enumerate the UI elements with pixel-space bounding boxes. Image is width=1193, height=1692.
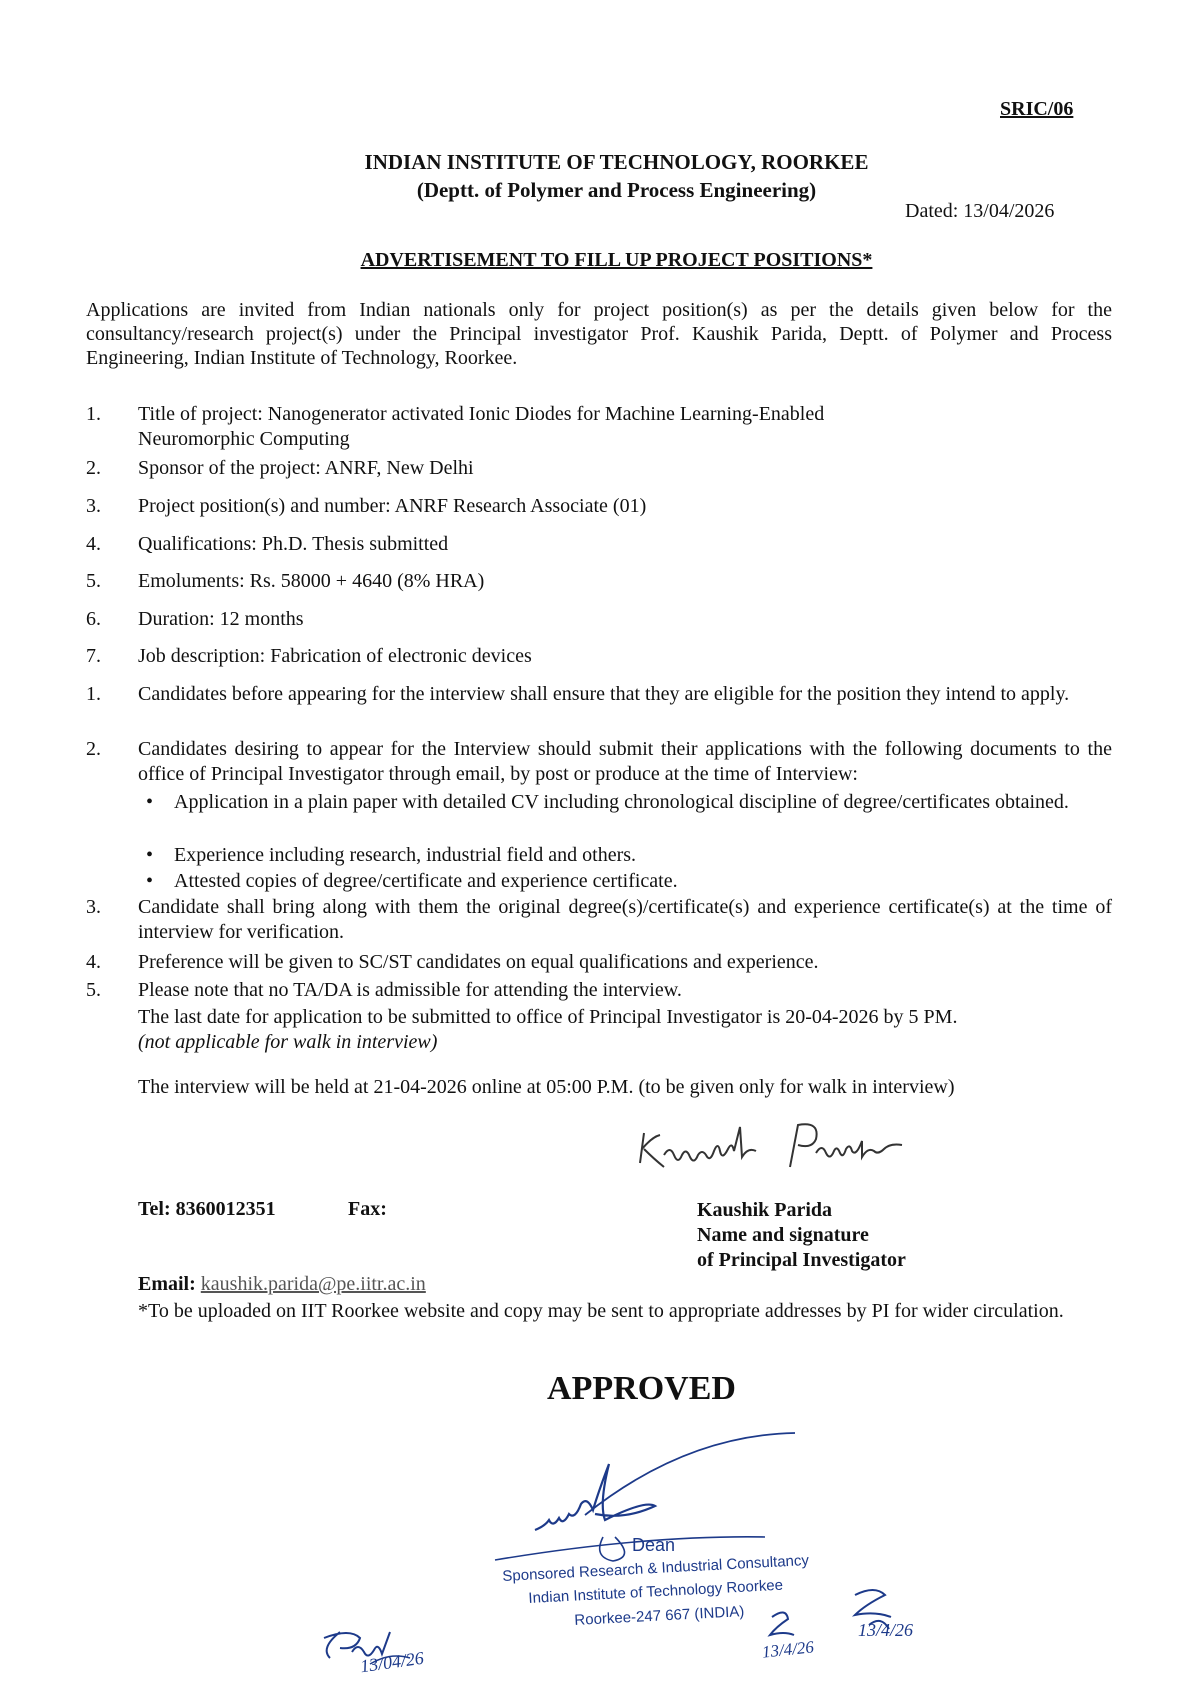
pi-name: Kaushik Parida (697, 1199, 833, 1221)
detail-text: Project position(s) and number: ANRF Research Associate (01) (138, 495, 647, 517)
intro-paragraph: Applications are invited from Indian nationals only for project position(s) as per the details given below for the consultancy/research project(s) under the Principal investigator Prof. Kaushik Parida, Deptt. of Polymer and Process Engineering, Indian Institute of Technology, Roorkee. (86, 299, 1112, 369)
instruction-text: Candidates before appearing for the interview shall ensure that they are eligible for the position they intend to apply. (138, 683, 1070, 705)
document-bullet: • Attested copies of degree/certificate and experience certificate. (146, 870, 678, 892)
stamp-line: Roorkee-247 667 (INDIA) (574, 1603, 745, 1629)
reference-code: SRIC/06 (1000, 98, 1074, 120)
date-line: Dated: 13/04/2026 (905, 200, 1055, 222)
stamp-line: Sponsored Research & Industrial Consultancy (502, 1551, 810, 1585)
pi-block (697, 1198, 906, 1273)
detail-text: Duration: 12 months (138, 608, 304, 630)
detail-item: 3. Project position(s) and number: ANRF Research Associate (01) (86, 494, 1112, 519)
instruction-item: 5. Please note that no TA/DA is admissible for attending the interview. (86, 978, 1112, 1003)
email-line: Email: kaushik.parida@pe.iitr.ac.in (138, 1273, 426, 1295)
interview-line: The interview will be held at 21-04-2026 online at 05:00 P.M. (to be given only for walk in interview) (138, 1076, 955, 1098)
institute-name: INDIAN INSTITUTE OF TECHNOLOGY, ROORKEE (364, 150, 869, 174)
fax-line: Fax: (348, 1198, 387, 1220)
handwritten-date: 13/4/26 (858, 1620, 914, 1640)
approved-stamp: APPROVED (547, 1370, 736, 1407)
instruction-text: Candidate shall bring along with them the original degree(s)/certificate(s) and experience certificate(s) at the time of interview for verification. (138, 896, 1112, 943)
last-date-note: (not applicable for walk in interview) (138, 1031, 438, 1053)
instruction-item: 1. Candidates before appearing for the interview shall ensure that they are eligible for the position they intend to apply. (86, 682, 1112, 732)
handwritten-date: 13/4/26 (761, 1637, 815, 1662)
detail-text: Qualifications: Ph.D. Thesis submitted (138, 533, 449, 555)
detail-text-cont: Neuromorphic Computing (138, 428, 350, 450)
letterhead (0, 148, 1193, 204)
instruction-item: 4. Preference will be given to SC/ST candidates on equal qualifications and experience. (86, 950, 1112, 975)
pi-role-line: of Principal Investigator (697, 1249, 906, 1271)
instruction-text: Please note that no TA/DA is admissible for attending the interview. (138, 979, 682, 1001)
detail-item: 2. Sponsor of the project: ANRF, New Delhi (86, 456, 1112, 481)
detail-text: Job description: Fabrication of electronic devices (138, 645, 532, 667)
handwritten-date: 13/04/26 (358, 1647, 426, 1677)
detail-item: 1. Title of project: Nanogenerator activated Ionic Diodes for Machine Learning-Enabled Neuromorphic Computing (86, 403, 825, 450)
advertisement-title: ADVERTISEMENT TO FILL UP PROJECT POSITIONS* (360, 249, 873, 271)
detail-item: 7. Job description: Fabrication of electronic devices (86, 644, 1112, 669)
tel-line: Tel: 8360012351 (138, 1198, 276, 1220)
stamp-dean: Dean (632, 1535, 676, 1555)
detail-text: Title of project: Nanogenerator activated Ionic Diodes for Machine Learning-Enabled (138, 403, 825, 425)
document-bullet: • Experience including research, industrial field and others. (146, 844, 637, 866)
instruction-item: 2. Candidates desiring to appear for the Interview should submit their applications with the following documents to the office of Principal Investigator through email, by post or produce at the time of Interview: (86, 738, 1112, 785)
detail-text: Emoluments: Rs. 58000 + 4640 (8% HRA) (138, 570, 485, 592)
stamp-line: Indian Institute of Technology Roorkee (528, 1576, 784, 1607)
email-link[interactable]: kaushik.parida@pe.iitr.ac.in (200, 1273, 426, 1295)
pi-signature-image (630, 1115, 920, 1185)
document-bullet: • Application in a plain paper with detailed CV including chronological discipline of degree/certificates obtained. (146, 791, 1069, 813)
department-name: (Deptt. of Polymer and Process Engineering) (416, 178, 817, 202)
instruction-text: Preference will be given to SC/ST candidates on equal qualifications and experience. (138, 951, 819, 973)
detail-item: 4. Qualifications: Ph.D. Thesis submitted (86, 532, 1112, 557)
last-date-line: The last date for application to be submitted to office of Principal Investigator is 20-04-2026 by 5 PM. (138, 1006, 958, 1028)
detail-item: 6. Duration: 12 months (86, 607, 1112, 632)
footnote: *To be uploaded on IIT Roorkee website and copy may be sent to appropriate addresses by PI for wider circulation. (138, 1300, 1064, 1322)
instruction-text: Candidates desiring to appear for the Interview should submit their applications with the following documents to the office of Principal Investigator through email, by post or produce at the time of Interview: (138, 738, 1112, 785)
detail-text: Sponsor of the project: ANRF, New Delhi (138, 457, 474, 479)
instruction-item: 3. Candidate shall bring along with them the original degree(s)/certificate(s) and experience certificate(s) at the time of interview for verification. (86, 896, 1112, 943)
pi-role-line: Name and signature (697, 1224, 869, 1246)
detail-item: 5. Emoluments: Rs. 58000 + 4640 (8% HRA) (86, 569, 1112, 594)
